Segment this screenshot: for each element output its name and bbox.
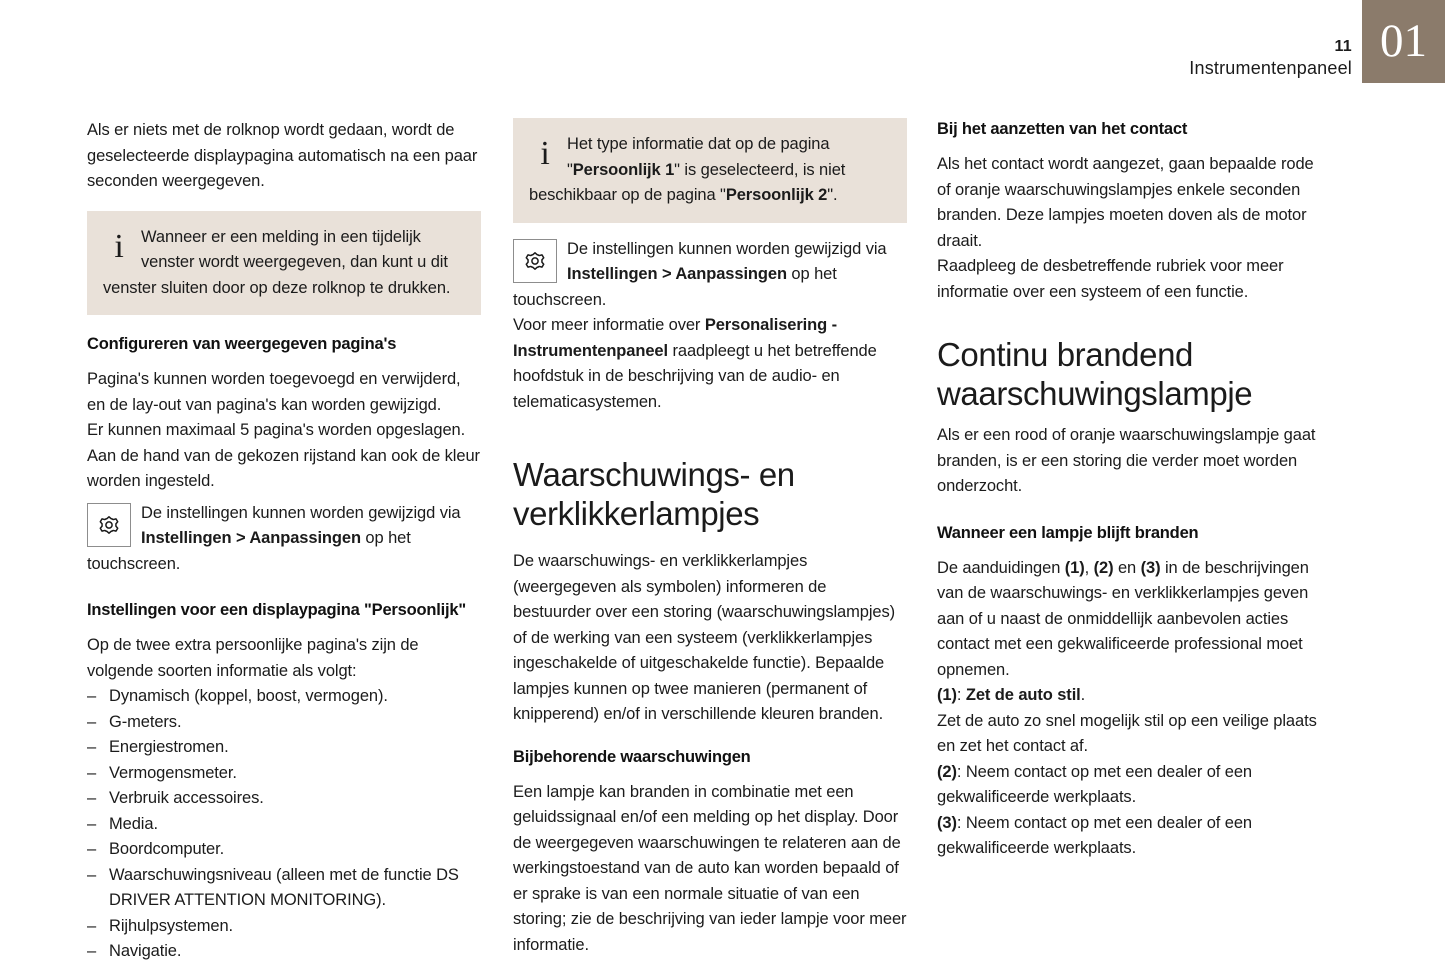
list-item-label: Boordcomputer. [109,840,225,858]
dash-marker: – [87,687,97,705]
info-icon: i [540,135,550,172]
list-item [87,761,481,787]
paragraph-pages-2: Er kunnen maximaal 5 pagina's worden opgeslagen. [87,421,466,439]
page-number: 11 [1334,38,1352,55]
action-item-2: (2): Neem contact op met een dealer of een gekwalificeerde werkplaats. [937,762,1252,806]
column-middle [513,118,907,958]
list-item-label: Dynamisch (koppel, boost, vermogen). [109,687,388,705]
list-item-label: Rijhulpsystemen. [109,916,234,935]
dash-marker: – [87,916,97,935]
action-item-2-text: Neem contact op met een dealer of een gekwalificeerde werkplaats. [937,762,1252,806]
info-box-text: Wanneer er een melding in een tijdelijk venster wordt weergegeven, dan kunt u dit venster sluiten door op deze rolknop te drukken. [103,227,451,297]
action-item-3: (3): Neem contact op met een dealer of een gekwalificeerde werkplaats. [937,813,1252,857]
heading-continu-brandend: Continu brandend waarschuwingslampje [937,336,1253,412]
paragraph-personalisering [513,313,907,415]
paragraph-lampjes: De waarschuwings- en verklikkerlampjes (weergegeven als symbolen) informeren de bestuurder over een storing (waarschuwingslampjes) of de werking van een systeem (verklikkerlampjes ingeschakelde of uitgeschakelde functie). Bepaalde lampjes kunnen op twee manieren (permanent of knipperend) en/of in verschillende kleuren branden. [513,552,896,723]
gear-icon [513,239,557,283]
personalisering-bold: Personalisering - Instrumentenpaneel [513,316,838,360]
action-item-1-detail: Zet de auto zo snel mogelijk stil op een veilige plaats en zet het contact af. [937,711,1317,755]
paragraph-pages-1: Pagina's kunnen worden toegevoegd en verwijderd, en de lay-out van pagina's kan worden gewijzigd. [87,370,461,414]
action-item-3-text: Neem contact op met een dealer of een gekwalificeerde werkplaats. [937,813,1252,857]
chapter-title: Instrumentenpaneel [1189,58,1352,78]
aanduidingen-part-b: , [1084,558,1094,577]
info-box-suffix: ". [827,186,838,204]
gear-note-suffix: op het touchscreen. [513,265,837,309]
column-left [87,118,481,965]
aanduidingen-part-a: De aanduidingen [937,558,1065,577]
info-box-persoonlijk [513,118,907,223]
info-icon: i [114,227,124,265]
gear-note-suffix: op het touchscreen. [87,529,411,573]
list-item [87,863,481,914]
dash-marker: – [87,712,97,731]
persoonlijk-options-list [87,684,481,965]
action-item-3-label: (3) [937,813,957,832]
info-box-bold-persoonlijk-1: Persoonlijk 1 [572,160,675,179]
info-box-bold-persoonlijk-2: Persoonlijk 2 [725,186,828,204]
list-item [87,735,481,761]
info-box-middle: " is geselecteerd, is niet beschikbaar op de pagina " [529,160,846,204]
action-item-2-label: (2) [937,762,957,781]
list-item [87,914,481,940]
action-item-1-bold: Zet de auto stil [965,686,1081,704]
chapter-number-badge: 01 [1362,0,1445,83]
gear-note-prefix: De instellingen kunnen worden gewijzigd via [141,503,461,522]
aanduiding-ref-1: (1) [1064,558,1085,577]
personalisering-suffix: raadpleegt u het betreffende hoofdstuk in de beschrijving van de audio- en telematicasystemen. [513,341,877,411]
page-header [0,0,1445,92]
paragraph-pages-3: Aan de hand van de gekozen rijstand kan ook de kleur worden ingesteld. [87,446,480,490]
aanduidingen-part-d: in de beschrijvingen van de waarschuwings- en verklikkerlampjes geven aan of u naast de onmiddellijk aanbevolen acties contact met een gekwalificeerde professional moet opnemen. [937,558,1309,679]
header-labels [900,38,1352,80]
heading-aanzetten-contact: Bij het aanzetten van het contact [937,120,1188,138]
column-right [937,118,1331,862]
dash-marker: – [87,763,97,782]
personalisering-prefix: Voor meer informatie over [513,316,705,334]
heading-wanneer-lampje: Wanneer een lampje blijft branden [937,523,1199,542]
list-item [87,939,481,965]
list-item-label: G-meters. [109,712,182,731]
paragraph-persoonlijk: Op de twee extra persoonlijke pagina's zijn de volgende soorten informatie als volgt: [87,636,419,680]
dash-marker: – [87,840,97,858]
list-item-label: Waarschuwingsniveau (alleen met de functie DS DRIVER ATTENTION MONITORING). [109,865,459,909]
heading-waarschuwings-verklikkerlampjes: Waarschuwings- en verklikkerlampjes [513,456,795,532]
gear-note-bold: Instellingen > Aanpassingen [141,529,361,547]
list-item-label: Vermogensmeter. [109,763,237,782]
aanduiding-ref-3: (3) [1140,558,1161,577]
dash-marker: – [87,942,97,960]
info-box-prefix: Het type informatie dat op de pagina " [567,135,830,179]
info-box-rolknop [87,211,481,316]
paragraph-contact-2: Raadpleeg de desbetreffende rubriek voor meer informatie over een systeem of een functie. [937,257,1284,301]
list-item [87,710,481,736]
paragraph-aanduidingen [937,556,1331,684]
aanduiding-ref-2: (2) [1093,558,1114,577]
list-item [87,812,481,838]
list-item-label: Verbruik accessoires. [109,789,264,807]
paragraph-contact-1: Als het contact wordt aangezet, gaan bepaalde rode of oranje waarschuwingslampjes enkele seconden branden. Deze lampjes moeten doven als de motor draait. [937,155,1314,250]
heading-configureren: Configureren van weergegeven pagina's [87,335,397,353]
gear-note-column1 [87,501,481,578]
gear-note-prefix: De instellingen kunnen worden gewijzigd via [567,239,887,258]
intro-paragraph: Als er niets met de rolknop wordt gedaan, wordt de geselecteerde displaypagina automatisch na een paar seconden weergegeven. [87,121,478,190]
action-item-1-label: (1) [937,686,957,704]
list-item [87,684,481,710]
list-item [87,786,481,812]
dash-marker: – [87,865,97,884]
dash-marker: – [87,814,97,833]
gear-note-bold: Instellingen > Aanpassingen [567,265,787,283]
dash-marker: – [87,789,97,807]
action-item-1: (1): Zet de auto stil. [937,686,1086,704]
list-item-label: Media. [109,814,158,833]
gear-icon [87,503,131,547]
heading-bijbehorende-waarschuwingen: Bijbehorende waarschuwingen [513,747,751,766]
dash-marker: – [87,738,97,756]
paragraph-bijbehorende: Een lampje kan branden in combinatie met een geluidssignaal en/of een melding op het display. Door de weergegeven waarschuwingen te relateren aan de werkingstoestand van de auto kan worden bepaald of er sprake is van een normale situatie of van een storing; zie de beschrijving van ieder lampje voor meer informatie. [513,782,907,954]
heading-instellingen: Instellingen voor een displaypagina "Persoonlijk" [87,601,467,619]
gear-note-column2 [513,237,907,314]
aanduidingen-part-c: en [1113,558,1141,577]
paragraph-continu: Als er een rood of oranje waarschuwingslampje gaat branden, is er een storing die verder moet worden onderzocht. [937,426,1316,495]
list-item-label: Navigatie. [109,942,182,960]
list-item [87,837,481,863]
list-item-label: Energiestromen. [109,738,229,756]
